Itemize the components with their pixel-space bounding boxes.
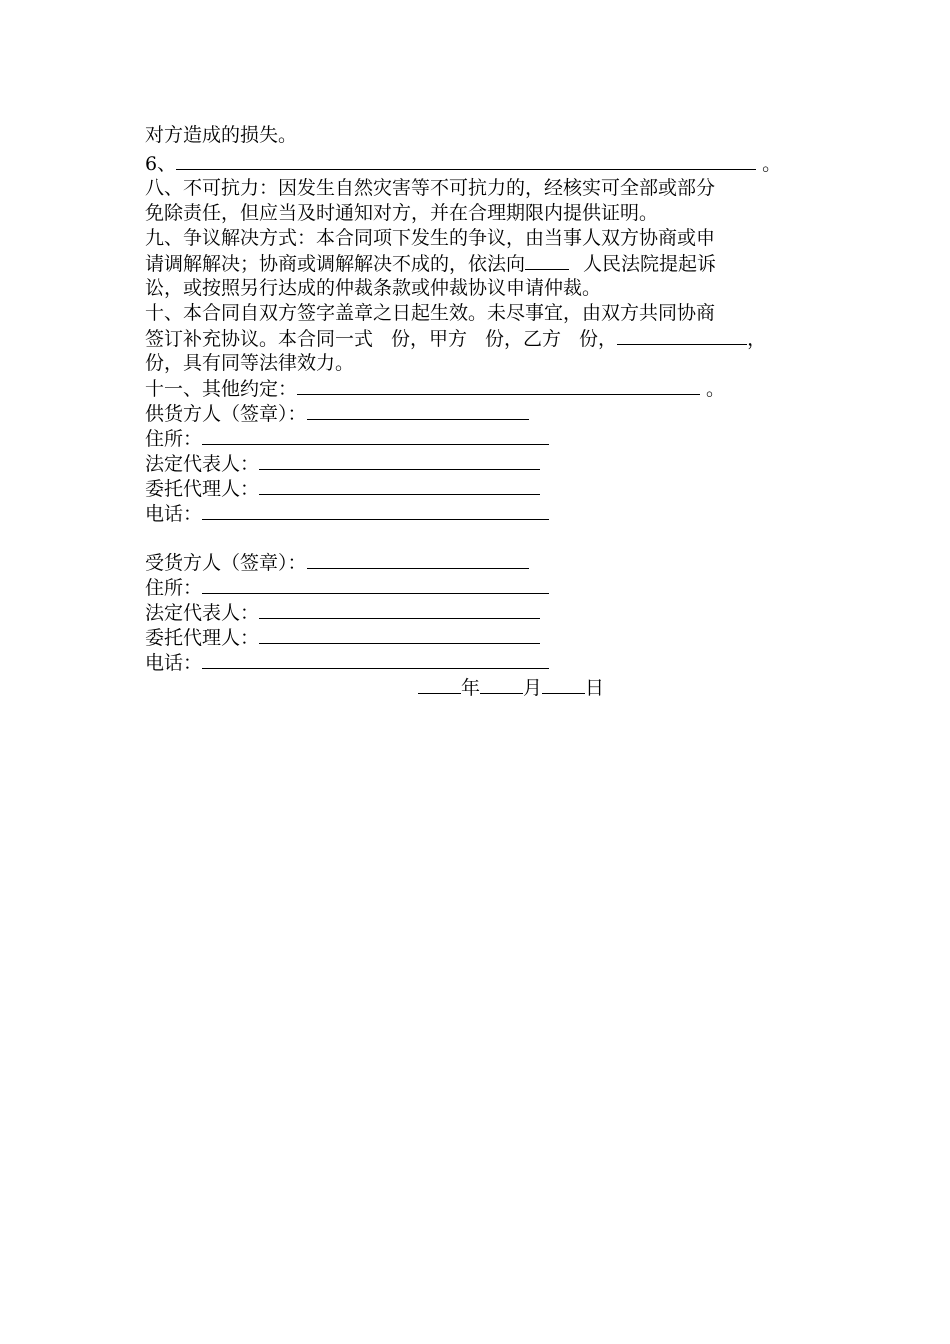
supplier-signature-blank[interactable]: [307, 401, 529, 420]
dispute-line-2-b: 人民法院提起诉: [583, 253, 717, 275]
receiver-legal-rep-blank[interactable]: [259, 600, 540, 619]
supplier-agent: [145, 476, 540, 500]
month-blank[interactable]: [480, 675, 523, 694]
receiver-title: [145, 550, 529, 574]
force-majeure-line-2: 免除责任，但应当及时通知对方，并在合理期限内提供证明。: [145, 202, 659, 224]
effect-line-2-c: 份，乙方: [485, 328, 562, 350]
item-6-suffix: 。: [762, 153, 782, 175]
other-terms: [145, 376, 725, 400]
receiver-legal-rep: [145, 600, 540, 624]
effect-line-3: 份，具有同等法律效力。: [145, 352, 355, 374]
other-terms-blank[interactable]: [297, 376, 700, 395]
dispute-line-1: 九、争议解决方式：本合同项下发生的争议，由当事人双方协商或申: [145, 227, 716, 249]
supplier-agent-label: 委托代理人：: [145, 478, 260, 500]
day-label: 日: [585, 677, 605, 699]
other-terms-label: 十一、其他约定：: [145, 378, 298, 400]
year-label: 年: [461, 677, 481, 699]
supplier-title: [145, 401, 529, 425]
receiver-phone-label: 电话：: [145, 652, 203, 674]
receiver-agent-blank[interactable]: [259, 625, 540, 644]
supplier-phone-blank[interactable]: [202, 501, 549, 520]
receiver-agent-label: 委托代理人：: [145, 627, 260, 649]
supplier-legal-rep-label: 法定代表人：: [145, 453, 260, 475]
supplier-agent-blank[interactable]: [259, 476, 540, 495]
supplier-legal-rep-blank[interactable]: [259, 451, 540, 470]
dispute-line-2: [145, 251, 716, 275]
dispute-line-3: 讼，或按照另行达成的仲裁条款或仲裁协议申请仲裁。: [145, 277, 602, 299]
receiver-phone-blank[interactable]: [202, 650, 549, 669]
supplier-address-label: 住所：: [145, 428, 203, 450]
receiver-phone: [145, 650, 549, 674]
receiver-title-label: 受货方人（签章）：: [145, 552, 307, 574]
receiver-legal-rep-label: 法定代表人：: [145, 602, 260, 624]
supplier-phone: [145, 501, 549, 525]
dispute-line-2-a: 请调解解决；协商或调解解决不成的，依法向: [145, 253, 526, 275]
item-6: [145, 151, 781, 175]
supplier-legal-rep: [145, 451, 540, 475]
item-6-prefix: 6、: [145, 153, 177, 175]
effect-line-2: [145, 326, 766, 350]
effect-line-2-a: 签订补充协议。本合同一式: [145, 328, 374, 350]
loss-line: 对方造成的损失。: [145, 124, 298, 146]
receiver-address: [145, 575, 549, 599]
effect-line-2-b: 份，甲方: [391, 328, 468, 350]
other-terms-suffix: 。: [706, 378, 726, 400]
supplier-address-blank[interactable]: [202, 426, 549, 445]
day-blank[interactable]: [542, 675, 585, 694]
receiver-address-blank[interactable]: [202, 575, 549, 594]
supplier-address: [145, 426, 549, 450]
month-label: 月: [523, 677, 543, 699]
receiver-signature-blank[interactable]: [307, 550, 529, 569]
force-majeure-line-1: 八、不可抗力：因发生自然灾害等不可抗力的，经核实可全部或部分: [145, 177, 716, 199]
receiver-agent: [145, 625, 540, 649]
date-line: [418, 675, 604, 699]
effect-line-2-e: ，: [747, 328, 767, 350]
court-blank[interactable]: [525, 251, 569, 270]
item-6-blank[interactable]: [176, 151, 756, 170]
copies-blank[interactable]: [617, 326, 747, 345]
receiver-address-label: 住所：: [145, 577, 203, 599]
effect-line-2-d: 份，: [579, 328, 618, 350]
year-blank[interactable]: [418, 675, 461, 694]
effect-line-1: 十、本合同自双方签字盖章之日起生效。未尽事宜，由双方共同协商: [145, 302, 716, 324]
supplier-phone-label: 电话：: [145, 503, 203, 525]
supplier-title-label: 供货方人（签章）：: [145, 403, 307, 425]
